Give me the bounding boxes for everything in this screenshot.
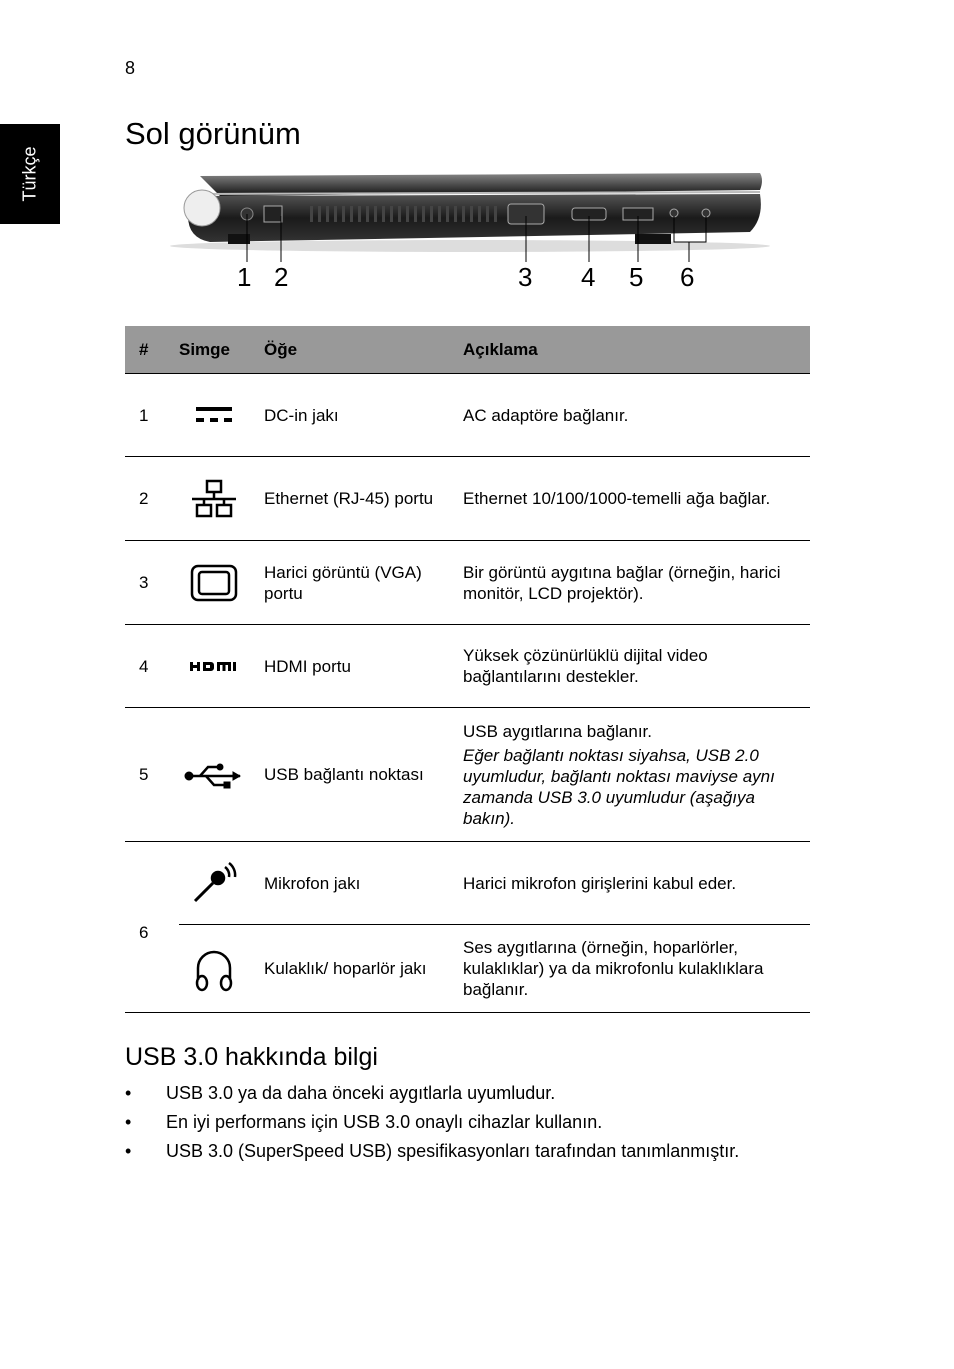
row-number: 1 (125, 374, 179, 457)
callout-5: 5 (629, 262, 644, 292)
microphone-icon (179, 861, 249, 905)
callout-2: 2 (274, 262, 289, 292)
usb-note: Eğer bağlantı noktası siyahsa, USB 2.0 uyumludur, bağlantı noktası maviyse aynı zamanda USB 3.0 uyumludur (aşağıya bakın). (463, 745, 775, 828)
row-item: Ethernet (RJ-45) portu (264, 457, 463, 541)
row-number: 4 (125, 625, 179, 708)
col-number-header: # (125, 326, 179, 374)
row-description: Ethernet 10/100/1000-temelli ağa bağlar. (463, 457, 810, 541)
hdmi-icon (179, 660, 249, 672)
row-item: Mikrofon jakı (264, 842, 463, 925)
col-icon-header: Simge (179, 326, 264, 374)
callout-6: 6 (680, 262, 695, 292)
section-title: Sol görünüm (125, 116, 301, 151)
usb-section-title: USB 3.0 hakkında bilgi (125, 1043, 378, 1071)
table-row (125, 842, 810, 925)
ethernet-icon (179, 479, 249, 519)
usb-icon (179, 761, 249, 789)
row-description-cell (463, 708, 810, 842)
callout-1: 1 (237, 262, 252, 292)
headphones-icon (179, 946, 249, 992)
ports-table (125, 326, 810, 1013)
language-tab (0, 124, 60, 224)
dc-in-icon (179, 403, 249, 427)
table-row (125, 625, 810, 708)
table-row (125, 708, 810, 842)
row-item: Harici görüntü (VGA) portu (264, 541, 463, 625)
bullet-icon: • (125, 1083, 132, 1103)
table-row (125, 457, 810, 541)
row-description: Ses aygıtlarına (örneğin, hoparlörler, kulaklıklar) ya da mikrofonlu kulaklıklara bağlanır. (463, 925, 810, 1013)
table-row (125, 374, 810, 457)
bullet-icon: • (125, 1112, 132, 1132)
page-number: 8 (125, 58, 136, 78)
table-header-row (125, 326, 810, 374)
row-number: 2 (125, 457, 179, 541)
callout-3: 3 (518, 262, 533, 292)
language-tab-label: Türkçe (19, 146, 40, 202)
usb-bullet-list (125, 1082, 825, 1169)
table-row (125, 541, 810, 625)
row-item: HDMI portu (264, 625, 463, 708)
list-item: • En iyi performans için USB 3.0 onaylı cihazlar kullanın. (125, 1112, 603, 1132)
row-description: USB aygıtlarına bağlanır. (463, 721, 653, 741)
callout-4: 4 (581, 262, 596, 292)
table-row (125, 925, 810, 1013)
row-number: 5 (125, 708, 179, 842)
row-number: 3 (125, 541, 179, 625)
row-description: Yüksek çözünürlüklü dijital video bağlantılarını destekler. (463, 625, 810, 708)
row-item: DC-in jakı (264, 374, 463, 457)
row-item: Kulaklık/ hoparlör jakı (264, 925, 463, 1013)
bullet-icon: • (125, 1141, 132, 1161)
row-number: 6 (125, 842, 179, 1013)
callout-numbers (0, 262, 954, 298)
row-description: Harici mikrofon girişlerini kabul eder. (463, 842, 810, 925)
list-item: • USB 3.0 ya da daha önceki aygıtlarla uyumludur. (125, 1083, 556, 1103)
col-description-header: Açıklama (463, 326, 810, 374)
vga-icon (179, 564, 249, 602)
col-item-header: Öğe (264, 326, 463, 374)
row-item: USB bağlantı noktası (264, 708, 463, 842)
list-item: • USB 3.0 (SuperSpeed USB) spesifikasyonları tarafından tanımlanmıştır. (125, 1141, 740, 1161)
row-description: AC adaptöre bağlanır. (463, 374, 810, 457)
row-description: Bir görüntü aygıtına bağlar (örneğin, harici monitör, LCD projektör). (463, 541, 810, 625)
